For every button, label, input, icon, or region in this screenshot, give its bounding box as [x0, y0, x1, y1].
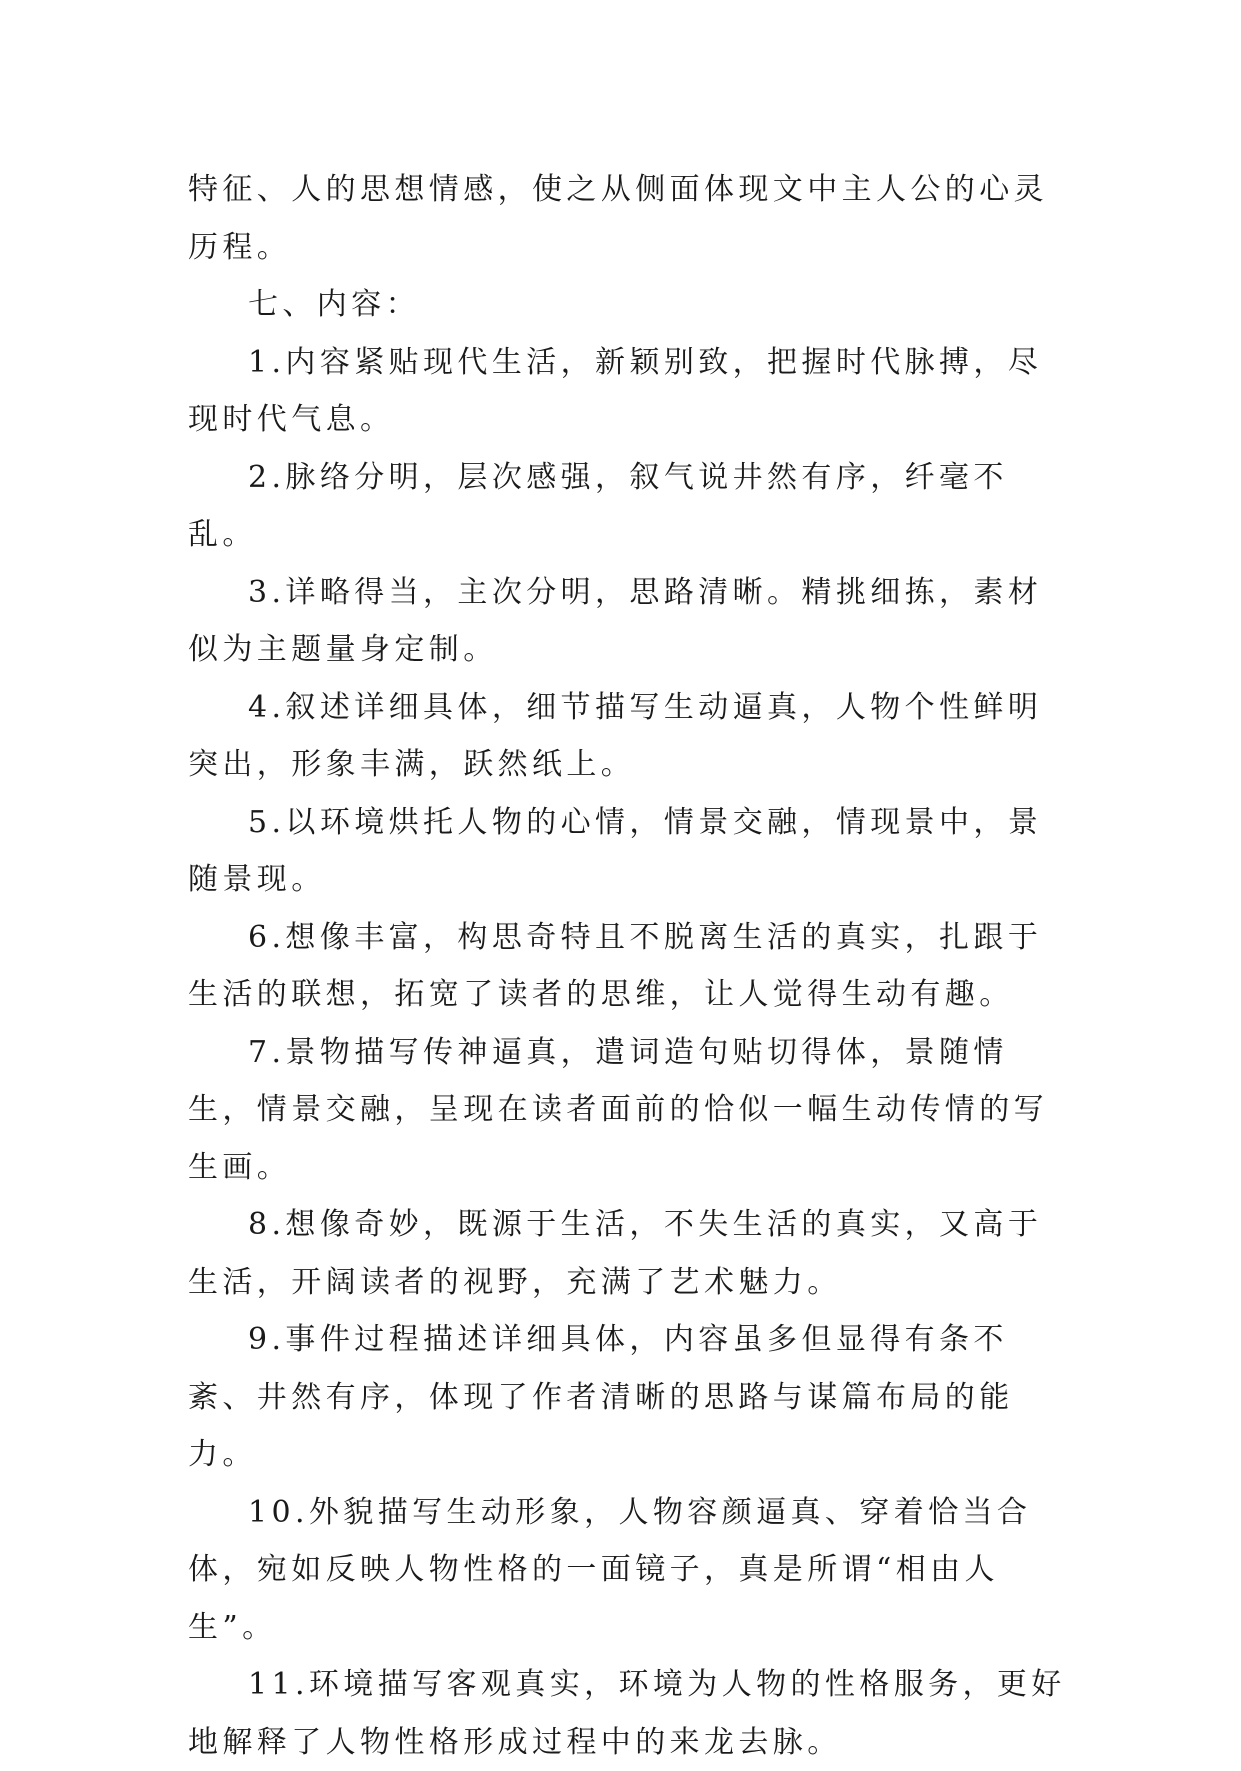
list-item: 11.环境描写客观真实，环境为人物的性格服务，更好地解释了人物性格形成过程中的来龙去脉。 — [188, 1667, 1066, 1760]
list-item: 3.详略得当，主次分明，思路清晰。精挑细拣，素材似为主题量身定制。 — [188, 574, 1043, 667]
list-item: 8.想像奇妙，既源于生活，不失生活的真实，又高于生活，开阔读者的视野，充满了艺术魅力。 — [188, 1207, 1043, 1300]
list-item: 4.叙述详细具体，细节描写生动逼真，人物个性鲜明突出，形象丰满，跃然纸上。 — [188, 689, 1043, 782]
list-item: 6.想像丰富，构思奇特且不脱离生活的真实，扎跟于生活的联想，拓宽了读者的思维，让人觉得生动有趣。 — [188, 919, 1043, 1012]
list-item: 9.事件过程描述详细具体，内容虽多但显得有条不紊、井然有序，体现了作者清晰的思路与谋篇布局的能力。 — [188, 1322, 1014, 1472]
list-item: 10.外貌描写生动形象，人物容颜逼真、穿着恰当合体，宛如反映人物性格的一面镜子，真是所谓“相由人生”。 — [188, 1494, 1032, 1645]
continuation-paragraph: 特征、人的思想情感，使之从侧面体现文中主人公的心灵历程。 — [188, 172, 1048, 265]
list-item: 1.内容紧贴现代生活，新颖别致，把握时代脉搏，尽现时代气息。 — [188, 344, 1043, 437]
list-item: 2.脉络分明，层次感强，叙气说井然有序，纤毫不乱。 — [188, 459, 1008, 552]
list-item: 7.景物描写传神逼真，遣词造句贴切得体，景随情生，情景交融，呈现在读者面前的恰似一幅生动传情的写生画。 — [188, 1034, 1048, 1185]
document-body — [188, 161, 1068, 1771]
section-heading: 七、内容： — [248, 287, 420, 322]
list-item: 5.以环境烘托人物的心情，情景交融，情现景中，景随景现。 — [188, 804, 1043, 897]
